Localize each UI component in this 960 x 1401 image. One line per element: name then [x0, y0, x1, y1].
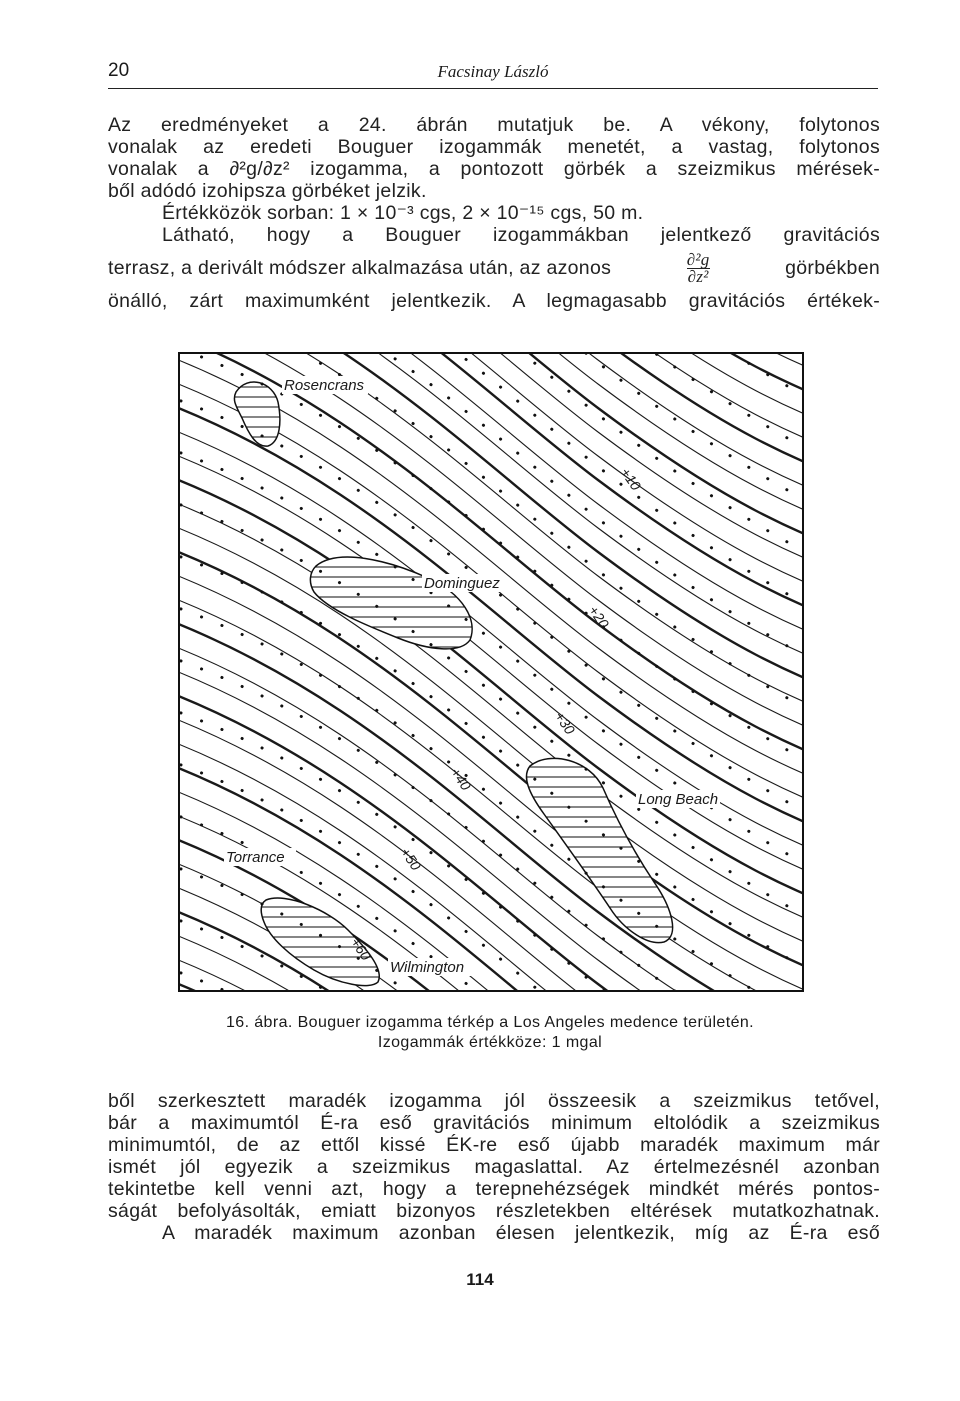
- contour-label: +60: [347, 934, 375, 964]
- text-line: vonalak a ∂²g/∂z² izogamma, a pontozott görbék a szeizmikus mérések-: [108, 158, 880, 180]
- caption-line-1: 16. ábra. Bouguer izogamma térkép a Los Angeles medence területén.: [225, 1014, 755, 1031]
- text-line: Az eredményeket a 24. ábrán mutatjuk be. A vékony, folytonos: [108, 114, 880, 136]
- running-header: [108, 60, 878, 89]
- formula-denominator: ∂z²: [687, 266, 709, 286]
- text-line: önálló, zárt maximumként jelentkezik. A legmagasabb gravitációs értékek-: [108, 290, 880, 312]
- label-long-beach: Long Beach: [638, 791, 719, 808]
- folio-number: 114: [466, 1270, 494, 1289]
- formula-line-text-after: görbékben: [785, 256, 880, 279]
- contour-label: +50: [397, 844, 425, 874]
- text-line: ságát befolyásolták, emiatt bizonyos részletekben eltérések mutatkozhatnak.: [108, 1200, 880, 1222]
- text-line: ismét jól egyezik a szeizmikus magaslattal. Az értelmezésnél azonban: [108, 1156, 880, 1178]
- label-rosecrans: Rosencrans: [284, 377, 365, 394]
- second-derivative-formula: [686, 249, 710, 286]
- text-line: tekintetbe kell venni azt, hogy a terepnehézségek mindkét mérés pontos-: [108, 1178, 880, 1200]
- text-line: Látható, hogy a Bouguer izogammákban jelentkező gravitációs: [162, 224, 880, 246]
- contour-label: +30: [551, 708, 579, 738]
- text-line: Értékközök sorban: 1 × 10⁻³ cgs, 2 × 10⁻¹⁵ cgs, 50 m.: [162, 202, 644, 224]
- text-line: ből adódó izohipsza görbéket jelzik.: [108, 180, 427, 202]
- label-wilmington: Wilmington: [390, 959, 465, 976]
- text-line: A maradék maximum azonban élesen jelentkezik, míg az É-ra eső: [162, 1222, 880, 1244]
- label-dominguez: Dominguez: [424, 575, 500, 592]
- formula-line-text-before: terrasz, a derivált módszer alkalmazása után, az azonos: [108, 256, 612, 279]
- text-line: minimumtól, de az ettől kissé ÉK-re eső újabb maradék maximum már: [108, 1134, 880, 1156]
- contour-label: +40: [447, 764, 475, 794]
- figure-caption: [120, 1014, 860, 1052]
- running-author: Facsinay László: [437, 62, 549, 81]
- map-svg: [178, 352, 804, 992]
- text-line: ből szerkesztett maradék izogamma jól összeesik a szeizmikus tetővel,: [108, 1090, 880, 1112]
- contour-label: +20: [585, 602, 613, 632]
- top-paragraph: [108, 114, 880, 312]
- caption-line-2: Izogammák értékköze: 1 mgal: [377, 1034, 603, 1051]
- label-torrance: Torrance: [226, 849, 285, 866]
- formula-numerator: ∂²g: [686, 249, 710, 269]
- text-line: bár a maximumtól É-ra eső gravitációs minimum eltolódik a szeizmikus: [108, 1112, 880, 1134]
- formula-line: [108, 246, 880, 290]
- contour-label: +10: [617, 464, 645, 494]
- text-line: vonalak az eredeti Bouguer izogammák menetét, a vastag, folytonos: [108, 136, 880, 158]
- bottom-paragraph: [108, 1090, 880, 1244]
- bouguer-isogamma-map: [178, 352, 804, 992]
- page-number: 20: [108, 60, 130, 81]
